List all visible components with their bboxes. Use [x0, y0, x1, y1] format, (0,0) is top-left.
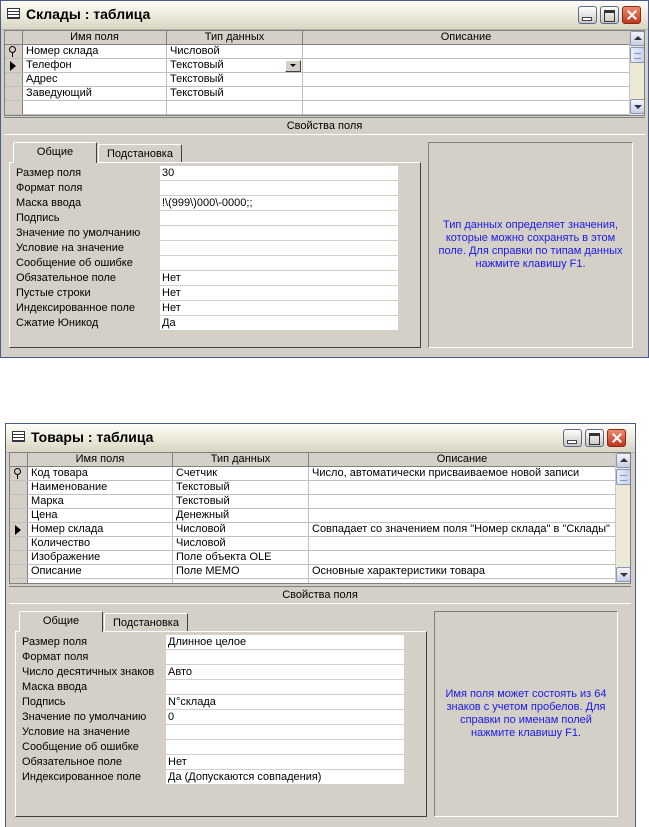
- property-row: [16, 271, 398, 286]
- property-row: [22, 695, 404, 710]
- property-value-field[interactable]: 30: [160, 166, 398, 181]
- description-cell[interactable]: [309, 551, 616, 564]
- description-cell[interactable]: [303, 101, 630, 114]
- data-type-cell[interactable]: Текстовый: [167, 73, 303, 86]
- header-selector: [5, 31, 23, 44]
- help-hint-box: [428, 142, 633, 348]
- table-row[interactable]: [5, 101, 630, 115]
- description-cell[interactable]: [309, 579, 616, 584]
- field-name-cell[interactable]: Изображение: [28, 551, 173, 564]
- scroll-up-button[interactable]: [630, 31, 645, 46]
- maximize-button[interactable]: [585, 429, 604, 447]
- table-row[interactable]: [10, 551, 616, 565]
- property-row: [22, 635, 404, 650]
- title-bar[interactable]: [1, 1, 648, 30]
- table-row[interactable]: [10, 537, 616, 551]
- description-cell[interactable]: [309, 481, 616, 494]
- row-selector[interactable]: [5, 101, 23, 114]
- table-row[interactable]: [5, 59, 630, 73]
- row-selector[interactable]: [10, 565, 28, 578]
- description-cell[interactable]: [309, 537, 616, 550]
- property-value-field[interactable]: Да: [160, 316, 398, 331]
- property-value-field[interactable]: [166, 725, 404, 740]
- field-grid: [9, 452, 631, 584]
- property-label: Размер поля: [22, 636, 88, 648]
- table-row[interactable]: [10, 495, 616, 509]
- column-header-data-type[interactable]: Тип данных: [173, 453, 309, 466]
- minimize-button[interactable]: [563, 429, 582, 447]
- property-value-field[interactable]: [160, 256, 398, 271]
- property-value-field[interactable]: Нет: [160, 286, 398, 301]
- property-row: [22, 770, 404, 785]
- description-cell[interactable]: [303, 59, 630, 72]
- property-row: [22, 650, 404, 665]
- description-cell[interactable]: [303, 87, 630, 100]
- property-row: [22, 725, 404, 740]
- table-icon: [7, 8, 20, 19]
- tab-lookup[interactable]: Подстановка: [104, 613, 188, 632]
- data-type-cell[interactable]: Текстовый: [173, 495, 309, 508]
- row-selector[interactable]: [10, 579, 28, 584]
- property-row: [16, 181, 398, 196]
- scroll-up-button[interactable]: [616, 453, 631, 468]
- table-icon: [12, 431, 25, 442]
- data-type-cell[interactable]: Числовой: [173, 523, 309, 536]
- data-type-dropdown-button[interactable]: [285, 60, 301, 72]
- property-label: Значение по умолчанию: [22, 711, 147, 723]
- property-label: Условие на значение: [16, 242, 125, 254]
- row-selector[interactable]: [10, 481, 28, 494]
- field-name-cell[interactable]: Количество: [28, 537, 173, 550]
- properties-caption: Свойства поля: [4, 117, 645, 135]
- primary-key-icon: [14, 468, 21, 475]
- description-cell[interactable]: [309, 495, 616, 508]
- minimize-button[interactable]: [578, 6, 597, 24]
- property-value-field[interactable]: !\(999\)000\-0000;;: [160, 196, 398, 211]
- row-selector[interactable]: [10, 509, 28, 522]
- property-label: Значение по умолчанию: [16, 227, 141, 239]
- property-value-field[interactable]: [160, 211, 398, 226]
- column-header-field-name[interactable]: Имя поля: [23, 31, 167, 44]
- properties-caption: Свойства поля: [9, 586, 631, 604]
- data-type-cell[interactable]: [173, 579, 309, 584]
- description-cell[interactable]: [309, 509, 616, 522]
- property-value-field[interactable]: 0: [166, 710, 404, 725]
- current-row-arrow-icon: [15, 525, 21, 535]
- property-label: Подпись: [22, 696, 66, 708]
- property-label: Число десятичных знаков: [22, 666, 155, 678]
- field-name-cell[interactable]: Адрес: [23, 73, 167, 86]
- data-type-cell[interactable]: Поле объекта OLE: [173, 551, 309, 564]
- row-selector[interactable]: [10, 537, 28, 550]
- tovari-table-window: [5, 423, 636, 827]
- primary-key-icon: [9, 46, 16, 53]
- scroll-down-button[interactable]: [616, 567, 631, 582]
- table-row[interactable]: [10, 509, 616, 523]
- tab-general[interactable]: Общие: [19, 611, 103, 632]
- property-label: Сообщение об ошибке: [16, 257, 133, 269]
- data-type-cell[interactable]: Текстовый: [173, 481, 309, 494]
- property-row: [22, 680, 404, 695]
- property-row: [22, 755, 404, 770]
- window-title: Склады : таблица: [26, 6, 151, 22]
- table-row[interactable]: [5, 45, 630, 59]
- row-selector[interactable]: [10, 523, 28, 536]
- property-value-field[interactable]: Авто: [166, 665, 404, 680]
- property-row: [16, 316, 398, 331]
- description-cell[interactable]: [303, 73, 630, 86]
- property-label: Маска ввода: [22, 681, 88, 693]
- row-selector[interactable]: [10, 495, 28, 508]
- property-value-field[interactable]: [166, 740, 404, 755]
- table-row[interactable]: [10, 481, 616, 495]
- table-row[interactable]: [10, 523, 616, 537]
- property-label: Формат поля: [16, 182, 83, 194]
- property-label: Индексированное поле: [16, 302, 135, 314]
- field-name-cell[interactable]: Описание: [28, 565, 173, 578]
- field-name-cell[interactable]: Марка: [28, 495, 173, 508]
- data-type-cell[interactable]: Текстовый: [167, 87, 303, 100]
- property-value-field[interactable]: [160, 226, 398, 241]
- data-type-cell[interactable]: Числовой: [167, 45, 303, 58]
- property-value-field[interactable]: [166, 650, 404, 665]
- row-selector[interactable]: [10, 467, 28, 480]
- property-label: Сообщение об ошибке: [22, 741, 139, 753]
- field-grid: [4, 30, 645, 116]
- data-type-cell[interactable]: Счетчик: [173, 467, 309, 480]
- column-header-field-name[interactable]: Имя поля: [28, 453, 173, 466]
- scroll-down-button[interactable]: [630, 99, 645, 114]
- column-header-description[interactable]: Описание: [309, 453, 616, 466]
- data-type-cell[interactable]: Текстовый: [167, 59, 303, 72]
- close-button[interactable]: [607, 429, 626, 447]
- table-row[interactable]: [10, 579, 616, 584]
- property-value-field[interactable]: Нет: [160, 301, 398, 316]
- vertical-scrollbar[interactable]: [629, 31, 645, 115]
- property-row: [16, 166, 398, 181]
- row-selector[interactable]: [5, 45, 23, 58]
- grid-header: [10, 453, 616, 467]
- field-name-cell[interactable]: Код товара: [28, 467, 173, 480]
- property-label: Обязательное поле: [22, 756, 123, 768]
- help-hint-text: Имя поля может состоять из 64 знаков с учетом пробелов. Для справки по именам полей нажмите клавишу F1.: [445, 688, 607, 739]
- property-value-field[interactable]: [160, 181, 398, 196]
- property-row: [16, 256, 398, 271]
- property-label: Формат поля: [22, 651, 89, 663]
- row-selector[interactable]: [5, 59, 23, 72]
- field-name-cell[interactable]: Цена: [28, 509, 173, 522]
- current-row-arrow-icon: [10, 61, 16, 71]
- close-button[interactable]: [622, 6, 641, 24]
- property-label: Индексированное поле: [22, 771, 141, 783]
- field-name-cell[interactable]: [28, 579, 173, 584]
- property-row: [22, 740, 404, 755]
- row-selector[interactable]: [5, 73, 23, 86]
- data-type-cell[interactable]: Поле MEMO: [173, 565, 309, 578]
- property-value-field[interactable]: [166, 680, 404, 695]
- help-hint-box: [434, 611, 618, 817]
- row-selector[interactable]: [10, 551, 28, 564]
- title-bar[interactable]: [6, 424, 635, 453]
- description-cell[interactable]: Число, автоматически присваиваемое новой записи: [309, 467, 616, 480]
- property-row: [16, 211, 398, 226]
- maximize-button[interactable]: [600, 6, 619, 24]
- table-row[interactable]: [5, 87, 630, 101]
- property-row: [16, 196, 398, 211]
- property-value-field[interactable]: Длинное целое: [166, 635, 404, 650]
- vertical-scrollbar[interactable]: [615, 453, 631, 583]
- property-label: Пустые строки: [16, 287, 91, 299]
- general-properties-panel: [15, 631, 427, 817]
- description-cell[interactable]: [303, 45, 630, 58]
- property-label: Условие на значение: [22, 726, 131, 738]
- window-title: Товары : таблица: [31, 429, 154, 445]
- data-type-cell[interactable]: [167, 101, 303, 114]
- property-value-field[interactable]: Да (Допускаются совпадения): [166, 770, 404, 785]
- field-name-cell[interactable]: Номер склада: [23, 45, 167, 58]
- property-row: [22, 710, 404, 725]
- header-selector: [10, 453, 28, 466]
- property-row: [16, 241, 398, 256]
- description-cell[interactable]: Основные характеристики товара: [309, 565, 616, 578]
- property-row: [22, 665, 404, 680]
- help-hint-text: Тип данных определяет значения, которые можно сохранять в этом поле. Для справки по типам данных нажмите клавишу F1.: [438, 219, 623, 270]
- grid-header: [5, 31, 630, 45]
- column-header-data-type[interactable]: Тип данных: [167, 31, 303, 44]
- field-name-cell[interactable]: Номер склада: [28, 523, 173, 536]
- property-label: Подпись: [16, 212, 60, 224]
- property-row: [16, 301, 398, 316]
- property-label: Маска ввода: [16, 197, 82, 209]
- field-name-cell[interactable]: Наименование: [28, 481, 173, 494]
- property-row: [16, 226, 398, 241]
- tab-lookup[interactable]: Подстановка: [98, 144, 182, 163]
- scroll-thumb[interactable]: [616, 469, 631, 485]
- skladi-table-window: [0, 0, 649, 358]
- property-row: [16, 286, 398, 301]
- field-name-cell[interactable]: [23, 101, 167, 114]
- scroll-thumb[interactable]: [630, 47, 645, 63]
- tab-general[interactable]: Общие: [13, 142, 97, 163]
- data-type-cell[interactable]: Денежный: [173, 509, 309, 522]
- column-header-description[interactable]: Описание: [303, 31, 630, 44]
- field-name-cell[interactable]: Заведующий: [23, 87, 167, 100]
- table-row[interactable]: [5, 73, 630, 87]
- row-selector[interactable]: [5, 87, 23, 100]
- property-value-field[interactable]: N°склада: [166, 695, 404, 710]
- data-type-cell[interactable]: Числовой: [173, 537, 309, 550]
- description-cell[interactable]: Совпадает со значением поля "Номер склада" в "Склады": [309, 523, 616, 536]
- property-label: Сжатие Юникод: [16, 317, 99, 329]
- property-label: Размер поля: [16, 167, 82, 179]
- field-name-cell[interactable]: Телефон: [23, 59, 167, 72]
- table-row[interactable]: [10, 467, 616, 481]
- property-value-field[interactable]: Нет: [166, 755, 404, 770]
- property-value-field[interactable]: Нет: [160, 271, 398, 286]
- property-label: Обязательное поле: [16, 272, 117, 284]
- table-row[interactable]: [10, 565, 616, 579]
- property-value-field[interactable]: [160, 241, 398, 256]
- general-properties-panel: [9, 162, 421, 348]
